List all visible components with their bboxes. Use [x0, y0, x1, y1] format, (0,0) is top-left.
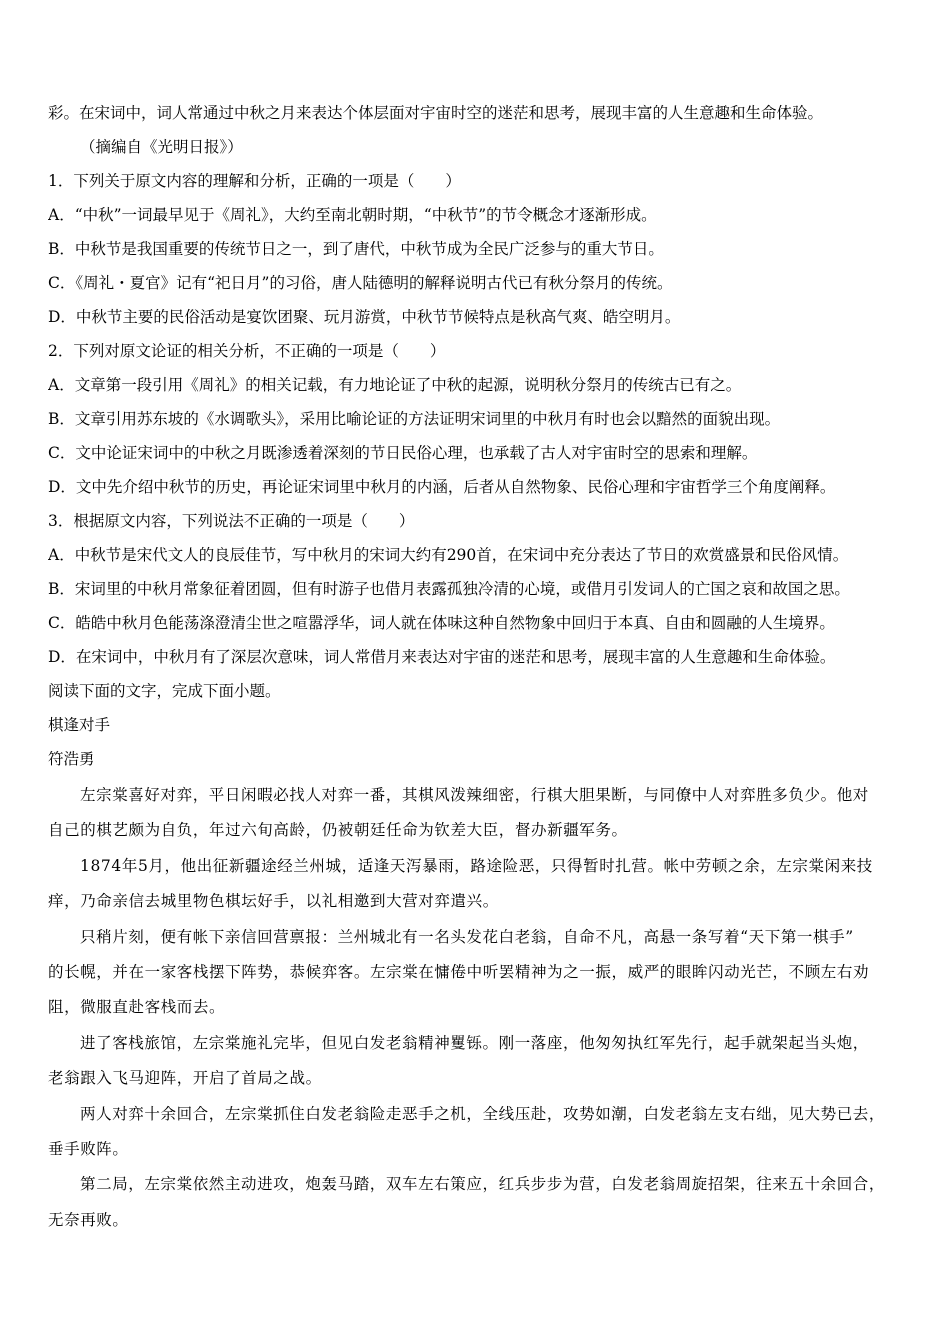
question-2	[48, 334, 910, 504]
story-line: 无奈再败。	[48, 1210, 129, 1229]
story-author: 符浩勇	[48, 750, 95, 768]
question-3	[48, 504, 910, 674]
question-option: B．宋词里的中秋月常象征着团圆，但有时游子也借月表露孤独冷清的心境，或借月引发词人的亡国之哀和故国之思。	[48, 580, 850, 598]
question-option: B．文章引用苏东坡的《水调歌头》，采用比喻论证的方法证明宋词里的中秋月有时也会以黯然的面貌出现。	[48, 410, 781, 428]
question-option: A．文章第一段引用《周礼》的相关记载，有力地论证了中秋的起源，说明秋分祭月的传统古已有之。	[48, 376, 742, 394]
question-stem: 1．下列关于原文内容的理解和分析，正确的一项是（ ）	[48, 172, 461, 190]
story-line: 垂手败阵。	[48, 1140, 129, 1159]
passage-tail-line: 彩。在宋词中，词人常通过中秋之月来表达个体层面对宇宙时空的迷茫和思考，展现丰富的人生意趣和生命体验。	[48, 104, 824, 122]
reading-instruction: 阅读下面的文字，完成下面小题。	[48, 682, 281, 700]
question-option: A．中秋节是宋代文人的良辰佳节，写中秋月的宋词大约有290首，在宋词中充分表达了节日的欢赏盛景和民俗风情。	[48, 546, 849, 564]
story-line: 只稍片刻，便有帐下亲信回营禀报：兰州城北有一名头发花白老翁，自命不凡，高悬一条写着“天下第一棋手”	[80, 927, 854, 946]
question-option: C．皓皓中秋月色能荡涤澄清尘世之喧嚣浮华，词人就在体味这种自然物象中回归于本真、自由和圆融的人生境界。	[48, 614, 835, 632]
story-line: 痒，乃命亲信去城里物色棋坛好手，以礼相邀到大营对弈遣兴。	[48, 892, 499, 911]
passage-source: （摘编自《光明日报》）	[80, 138, 243, 156]
story-line: 自己的棋艺颇为自负，年过六旬高龄，仍被朝廷任命为钦差大臣，督办新疆军务。	[48, 821, 628, 840]
question-option: D．在宋词中，中秋月有了深层次意味，词人常借月来表达对宇宙的迷茫和思考，展现丰富的人生意趣和生命体验。	[48, 648, 836, 666]
question-option: C．文中论证宋词中的中秋之月既渗透着深刻的节日民俗心理，也承载了古人对宇宙时空的思索和理解。	[48, 444, 758, 462]
document-page	[48, 96, 910, 1238]
question-option: B．中秋节是我国重要的传统节日之一，到了唐代，中秋节成为全民广泛参与的重大节日。	[48, 240, 664, 258]
story-line: 两人对弈十余回合，左宗棠抓住白发老翁险走恶手之机，全线压赴，攻势如潮，白发老翁左支右绌，见大势已去，	[80, 1104, 886, 1123]
story-line: 老翁跟入飞马迎阵，开启了首局之战。	[48, 1069, 322, 1088]
story-line: 左宗棠喜好对弈，平日闲暇必找人对弈一番，其棋风泼辣细密，行棋大胆果断，与同僚中人对弈胜多负少。他对	[80, 786, 869, 804]
story-line: 1874年5月，他出征新疆途经兰州城，适逢天泻暴雨，路途险恶，只得暂时扎营。帐中劳顿之余，左宗棠闲来技	[80, 856, 873, 875]
story-line: 第二局，左宗棠依然主动进攻，炮轰马踏，双车左右策应，红兵步步为营，白发老翁周旋招架，往来五十余回合，	[80, 1175, 886, 1194]
question-stem: 3．根据原文内容，下列说法不正确的一项是（ ）	[48, 512, 415, 530]
question-stem: 2．下列对原文论证的相关分析，不正确的一项是（ ）	[48, 342, 446, 360]
story-line: 进了客栈旅馆，左宗棠施礼完毕，但见白发老翁精神矍铄。刚一落座，他匆匆执红军先行，起手就架起当头炮，	[80, 1033, 869, 1052]
story-body	[48, 778, 910, 1238]
question-option: D．中秋节主要的民俗活动是宴饮团聚、玩月游赏，中秋节节候特点是秋高气爽、皓空明月。	[48, 308, 681, 326]
question-option: A．“中秋”一词最早见于《周礼》，大约至南北朝时期，“中秋节”的节令概念才逐渐形成。	[48, 206, 657, 224]
story-line: 的长幌，并在一家客栈摆下阵势，恭候弈客。左宗棠在慵倦中听罢精神为之一振，威严的眼眸闪动光芒，不顾左右劝	[48, 963, 870, 982]
question-option: D．文中先介绍中秋节的历史，再论证宋词里中秋月的内涵，后者从自然物象、民俗心理和宇宙哲学三个角度阐释。	[48, 478, 836, 496]
question-1	[48, 164, 910, 334]
story-title: 棋逢对手	[48, 716, 111, 734]
story-line: 阻，微服直赴客栈而去。	[48, 998, 226, 1017]
question-option: C．《周礼・夏官》记有“祀日月”的习俗，唐人陆德明的解释说明古代已有秋分祭月的传统。	[48, 274, 673, 292]
